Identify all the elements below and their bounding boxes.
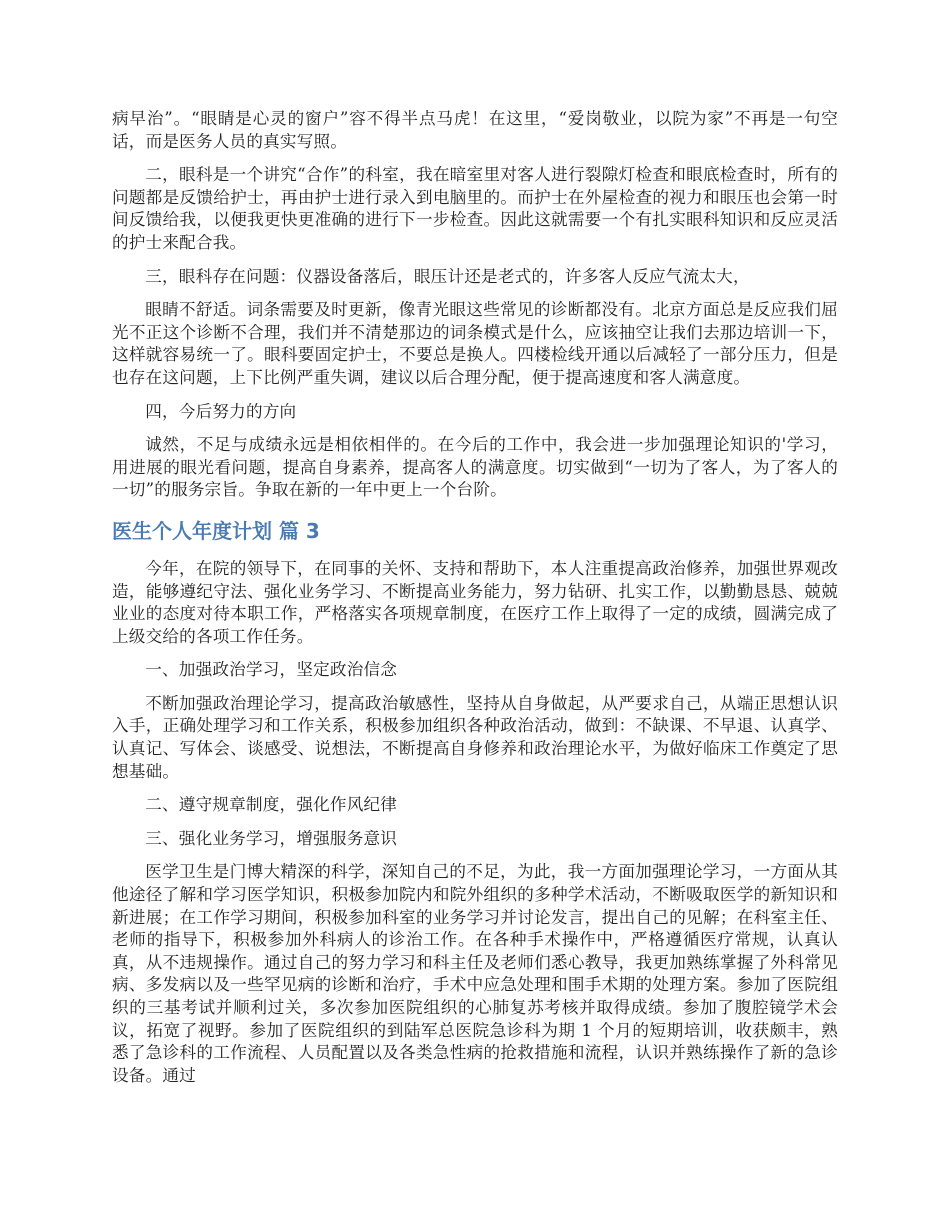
paragraph: 眼睛不舒适。词条需要及时更新，像青光眼这些常见的诊断都没有。北京方面总是反应我们屈光不正这个诊断不合理，我们并不清楚那边的词条模式是什么，应该抽空让我们去那边培训一下，这样就容易统一了。眼科要固定护士，不要总是换人。四楼检线开通以后减轻了一部分压力，但是也存在这问题，上下比例严重失调，建议以后合理分配，便于提高速度和客人满意度。 xyxy=(112,300,838,387)
subheading: 二、遵守规章制度，强化作风纪律 xyxy=(145,795,398,815)
section-heading: 医生个人年度计划 篇 3 xyxy=(112,518,320,543)
paragraph: 诚然，不足与成绩永远是相依相伴的。在今后的工作中，我会进一步加强理论知识的'学习，用进展的眼光看问题，提高自身素养，提高客人的满意度。切实做到“一切为了客人，为了客人的一切”的服务宗旨。争取在新的一年中更上一个台阶。 xyxy=(112,435,838,500)
paragraph: 今年，在院的领导下，在同事的关怀、支持和帮助下，本人注重提高政治修养，加强世界观改造，能够遵纪守法、强化业务学习、不断提高业务能力，努力钻研、扎实工作，以勤勤恳恳、兢兢业业的态度对待本职工作，严格落实各项规章制度，在医疗工作上取得了一定的成绩，圆满完成了上级交给的各项工作任务。 xyxy=(112,558,838,646)
paragraph: 医学卫生是门博大精深的科学，深知自己的不足，为此，我一方面加强理论学习，一方面从其他途径了解和学习医学知识，积极参加院内和院外组织的多种学术活动，不断吸取医学的新知识和新进展；在工作学习期间，积极参加科室的业务学习并讨论发言，提出自己的见解；在科室主任、老师的指导下，积极参加外科病人的诊治工作。在各种手术操作中，严格遵循医疗常规，认真认真，从不违规操作。通过自己的努力学习和科主任及老师们悉心教导，我更加熟练掌握了外科常见病、多发病以及一些罕见病的诊断和治疗，手术中应急处理和围手术期的处理方案。参加了医院组织的三基考试并顺利过关，多次参加医院组织的心肺复苏考核并取得成绩。参加了腹腔镜学术会议，拓宽了视野。参加了医院组织的到陆军总医院急诊科为期 1 个月的短期培训，收获颇丰，熟悉了急诊科的工作流程、人员配置以及各类急性病的抢救措施和流程，认识并熟练操作了新的急诊设备。通过 xyxy=(112,862,838,1085)
subheading: 四，今后努力的方向 xyxy=(145,401,297,421)
subheading: 三、强化业务学习，增强服务意识 xyxy=(145,828,398,848)
paragraph: 三，眼科存在问题：仪器设备落后，眼压计还是老式的，许多客人反应气流太大， xyxy=(145,266,750,286)
paragraph: 病早治”。“眼睛是心灵的窗户”容不得半点马虎！在这里，“爱岗敬业，以院为家”不再是一句空话，而是医务人员的真实写照。 xyxy=(112,109,838,151)
paragraph: 二，眼科是一个讲究“合作”的科室，我在暗室里对客人进行裂隙灯检查和眼底检查时，所有的问题都是反馈给护士，再由护士进行录入到电脑里的。而护士在外屋检查的视力和眼压也会第一时间反馈给我，以便我更快更准确的进行下一步检查。因此这就需要一个有扎实眼科知识和反应灵活的护士来配合我。 xyxy=(112,165,838,252)
paragraph: 不断加强政治理论学习，提高政治敏感性，坚持从自身做起，从严要求自己，从端正思想认识入手，正确处理学习和工作关系，积极参加组织各种政治活动，做到：不缺课、不早退、认真学、认真记、写体会、谈感受、说想法，不断提高自身修养和政治理论水平，为做好临床工作奠定了思想基础。 xyxy=(112,693,838,781)
subheading: 一、加强政治学习，坚定政治信念 xyxy=(145,660,398,680)
